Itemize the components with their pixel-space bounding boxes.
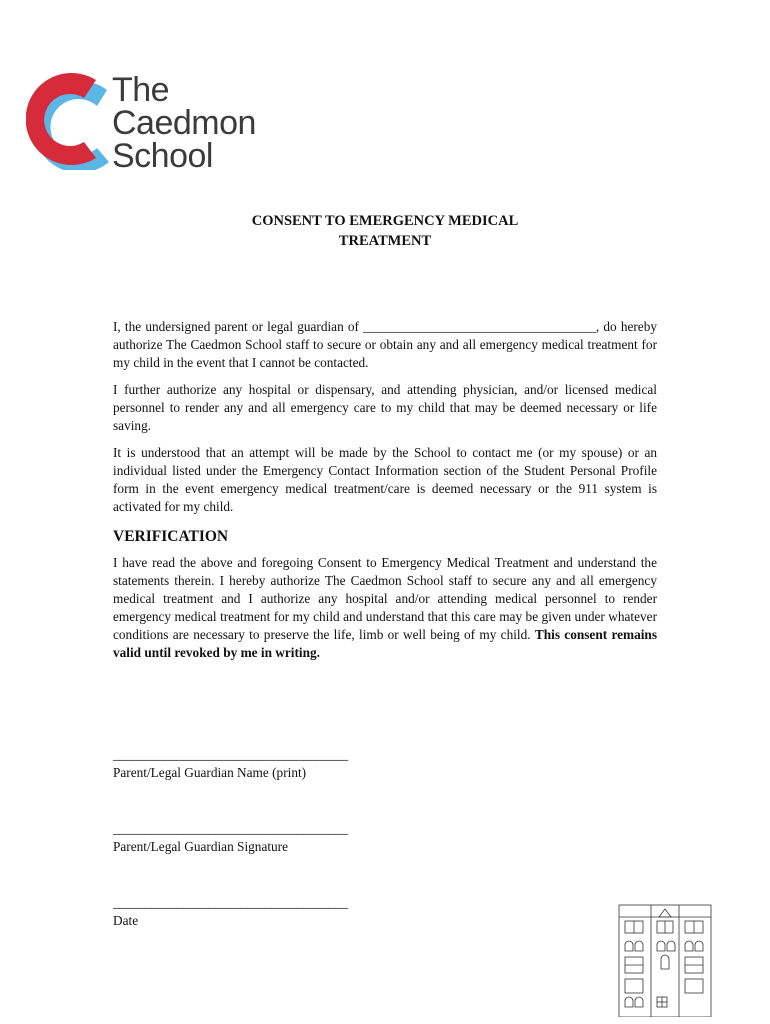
wordmark-line-2: Caedmon	[112, 104, 256, 142]
title-line-1: CONSENT TO EMERGENCY MEDICAL	[251, 213, 519, 229]
guardian-signature-label: Parent/Legal Guardian Signature	[113, 839, 289, 854]
school-logo-mark-icon	[26, 70, 116, 170]
verification-bold-statement: This consent remains valid until revoked by me in writing.	[113, 627, 657, 660]
paragraph-authorization: I, the undersigned parent or legal guardian of ___________________________________, do hereby authorize The Caedmon School staff to secure or obtain any and all emergency medical treatment for my child in the event that I cannot be contacted.	[113, 319, 657, 370]
wordmark-line-1: The	[112, 71, 170, 109]
date-label: Date	[113, 913, 139, 928]
school-logo	[26, 70, 276, 180]
verification-heading: VERIFICATION	[113, 528, 229, 545]
guardian-name-label: Parent/Legal Guardian Name (print)	[113, 765, 307, 780]
document-title	[180, 211, 590, 251]
date-line[interactable]: _____________________________________	[113, 895, 348, 910]
wordmark-line-3: School	[112, 137, 213, 175]
paragraph-hospital: I further authorize any hospital or dispensary, and attending physician, and/or licensed medical personnel to render any and all emergency care to my child that may be deemed necessary or life saving.	[113, 382, 657, 433]
guardian-signature-field[interactable]	[113, 820, 348, 856]
verification-paragraph	[113, 554, 657, 662]
date-field[interactable]	[113, 894, 348, 930]
guardian-name-line[interactable]: _____________________________________	[113, 747, 348, 762]
title-line-2: TREATMENT	[338, 233, 432, 249]
verification-text: I have read the above and foregoing Consent to Emergency Medical Treatment and understand the statements therein. I hereby authorize The Caedmon School staff to secure any and all emergency medical treatment and I authorize any hospital and/or attending medical personnel to render emergency medical treatment for my child and understand that this care may be given under whatever conditions are necessary to preserve the life, limb or well being of my child.	[113, 555, 657, 642]
guardian-signature-line[interactable]: _____________________________________	[113, 821, 348, 836]
consent-body	[113, 318, 657, 671]
school-wordmark	[112, 71, 256, 175]
paragraph-contact: It is understood that an attempt will be made by the School to contact me (or my spouse) or an individual listed under the Emergency Contact Information section of the Student Personal Profile form in the event emergency medical treatment/care is deemed necessary or the 911 system is activated for my child.	[113, 445, 657, 514]
school-building-icon	[617, 897, 713, 1017]
guardian-name-field[interactable]	[113, 746, 348, 782]
